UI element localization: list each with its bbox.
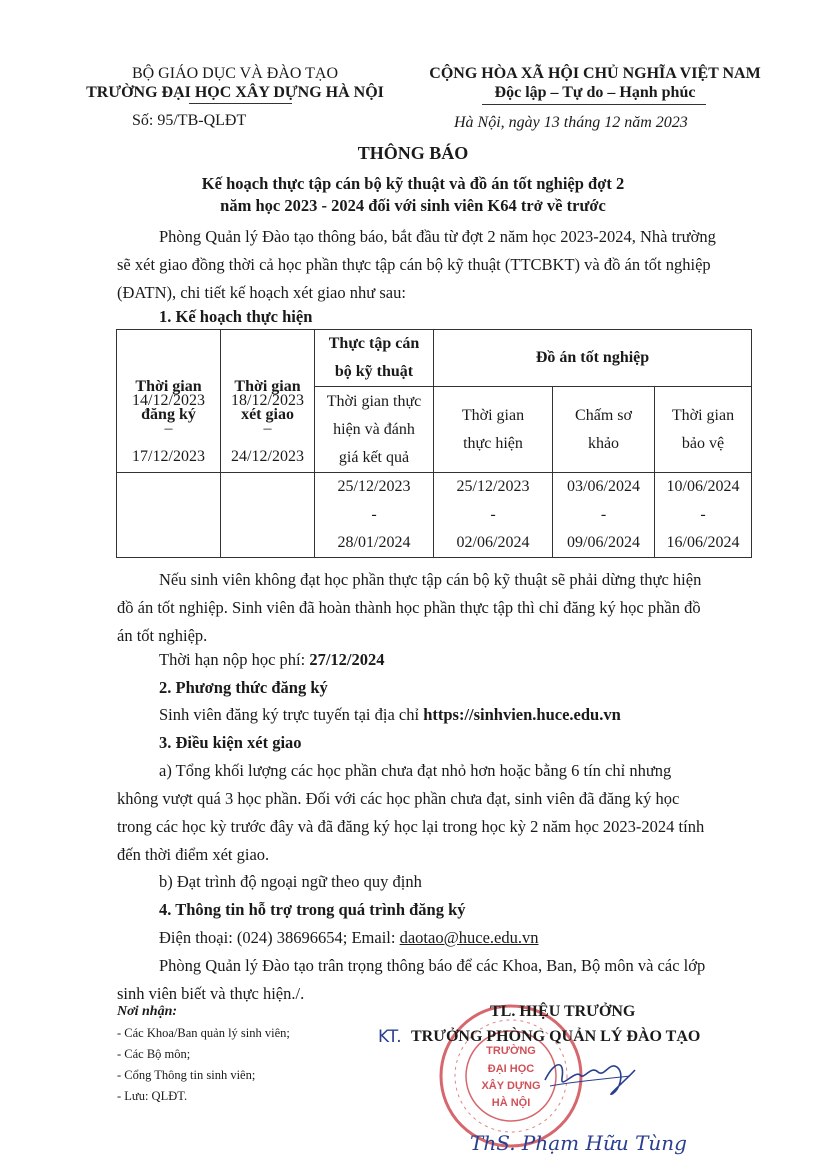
recipient-item: - Các Bộ môn;: [117, 1047, 191, 1061]
note-line-1: Nếu sinh viên không đạt học phần thực tập cán bộ kỹ thuật sẽ phải dừng thực hiện: [159, 570, 702, 589]
cell-thesis-implementation: 25/12/2023 - 02/06/2024: [434, 473, 553, 558]
subheader-thesis-implementation: Thời gian thực hiện: [434, 387, 553, 473]
closing-line-2: sinh viên biết và thực hiện./.: [117, 984, 305, 1003]
cell-review-period: 18/12/2023 – 24/12/2023: [221, 473, 315, 558]
intro-line-1: Phòng Quản lý Đào tạo thông báo, bắt đầu từ đợt 2 năm học 2023-2024, Nhà trường: [159, 227, 716, 246]
condition-b: b) Đạt trình độ ngoại ngữ theo quy định: [159, 872, 422, 891]
condition-a-line-1: a) Tổng khối lượng các học phần chưa đạt nhỏ hơn hoặc bằng 6 tín chỉ nhưng: [159, 761, 672, 780]
header-registration-time: Thời gian đăng ký: [117, 330, 221, 473]
recipient-item: - Các Khoa/Ban quản lý sinh viên;: [117, 1026, 290, 1040]
svg-text:ĐẠI HỌC: ĐẠI HỌC: [487, 1063, 535, 1075]
subheader-thesis-defense: Thời gian bảo vệ: [655, 387, 752, 473]
place-date: Hà Nội, ngày 13 tháng 12 năm 2023: [454, 114, 688, 131]
recipient-item: - Cổng Thông tin sinh viên;: [117, 1068, 256, 1082]
closing-line-1: Phòng Quản lý Đào tạo trân trọng thông báo để các Khoa, Ban, Bộ môn và các lớp: [159, 956, 706, 975]
subheader-thesis-preliminary: Chấm sơ khảo: [553, 387, 655, 473]
cell-thesis-defense: 10/06/2024 - 16/06/2024: [655, 473, 752, 558]
signer-title: TRƯỞNG PHÒNG QUẢN LÝ ĐÀO TẠO: [411, 1028, 701, 1045]
condition-a-line-3: trong các học kỳ trước đây và đã đăng ký học lại trong học kỳ 2 năm học 2023-2024 tính: [117, 817, 705, 836]
header-review-time: Thời gian xét giao: [221, 330, 315, 473]
header-underline-left: [189, 103, 292, 104]
section-2-heading: 2. Phương thức đăng ký: [159, 678, 328, 697]
recipient-item: - Lưu: QLĐT.: [117, 1089, 188, 1103]
registration-method: Sinh viên đăng ký trực tuyến tại địa chỉ https://sinhvien.huce.edu.vn: [159, 705, 621, 724]
cell-registration-period: 14/12/2023 – 17/12/2023: [117, 473, 221, 558]
national-motto: Độc lập – Tự do – Hạnh phúc: [494, 84, 696, 101]
note-line-3: án tốt nghiệp.: [117, 626, 208, 645]
section-3-heading: 3. Điều kiện xét giao: [159, 733, 302, 752]
subtitle-line-1: Kế hoạch thực tập cán bộ kỹ thuật và đồ án tốt nghiệp đợt 2: [201, 174, 625, 193]
handwritten-signature: [540, 1050, 640, 1100]
svg-text:XÂY DỰNG: XÂY DỰNG: [481, 1080, 541, 1092]
cell-thesis-preliminary: 03/06/2024 - 09/06/2024: [553, 473, 655, 558]
intro-line-3: (ĐATN), chi tiết kế hoạch xét giao như sau:: [117, 283, 406, 302]
section-4-heading: 4. Thông tin hỗ trợ trong quá trình đăng ký: [159, 900, 466, 919]
note-line-2: đồ án tốt nghiệp. Sinh viên đã hoàn thành học phần thực tập thì chỉ đăng ký học phần đồ: [117, 598, 701, 617]
fee-deadline: Thời hạn nộp học phí: 27/12/2024: [159, 650, 385, 669]
condition-a-line-2: không vượt quá 3 học phần. Đối với các học phần chưa đạt, sinh viên đã đăng ký học: [117, 789, 680, 808]
plan-table: [116, 329, 752, 558]
republic-name: CỘNG HÒA XÃ HỘI CHỦ NGHĨA VIỆT NAM: [429, 65, 761, 82]
recipients-label: Nơi nhận:: [117, 1004, 178, 1019]
intro-line-2: sẽ xét giao đồng thời cả học phần thực tập cán bộ kỹ thuật (TTCBKT) và đồ án tốt nghiệp: [117, 255, 711, 274]
svg-text:TRƯỜNG: TRƯỜNG: [486, 1045, 536, 1057]
signature-on-behalf: TL. HIỆU TRƯỞNG: [490, 1003, 636, 1020]
document-number: Số: 95/TB-QLĐT: [132, 112, 247, 129]
header-thesis: Đồ án tốt nghiệp: [434, 330, 752, 387]
subtitle-line-2: năm học 2023 - 2024 đối với sinh viên K64 trở về trước: [220, 196, 606, 215]
signer-name: ThS. Phạm Hữu Tùng: [470, 1131, 687, 1155]
page-title: THÔNG BÁO: [357, 143, 469, 163]
cell-internship-period: 25/12/2023 - 28/01/2024: [315, 473, 434, 558]
ministry-name: BỘ GIÁO DỤC VÀ ĐÀO TẠO: [131, 65, 339, 82]
contact-info: Điện thoại: (024) 38696654; Email: daotao@huce.edu.vn: [159, 928, 539, 947]
svg-text:HÀ NỘI: HÀ NỘI: [491, 1097, 531, 1109]
support-email-link[interactable]: daotao@huce.edu.vn: [399, 928, 539, 947]
section-1-heading: 1. Kế hoạch thực hiện: [159, 307, 313, 326]
header-internship: Thực tập cán bộ kỹ thuật: [315, 330, 434, 387]
condition-a-line-4: đến thời điểm xét giao.: [117, 845, 270, 864]
registration-link[interactable]: https://sinhvien.huce.edu.vn: [423, 705, 621, 724]
kt-mark: KT.: [378, 1027, 402, 1047]
header-underline-right: [482, 104, 706, 105]
subheader-internship-period: Thời gian thực hiện và đánh giá kết quả: [315, 387, 434, 473]
university-name: TRƯỜNG ĐẠI HỌC XÂY DỰNG HÀ NỘI: [86, 84, 384, 101]
